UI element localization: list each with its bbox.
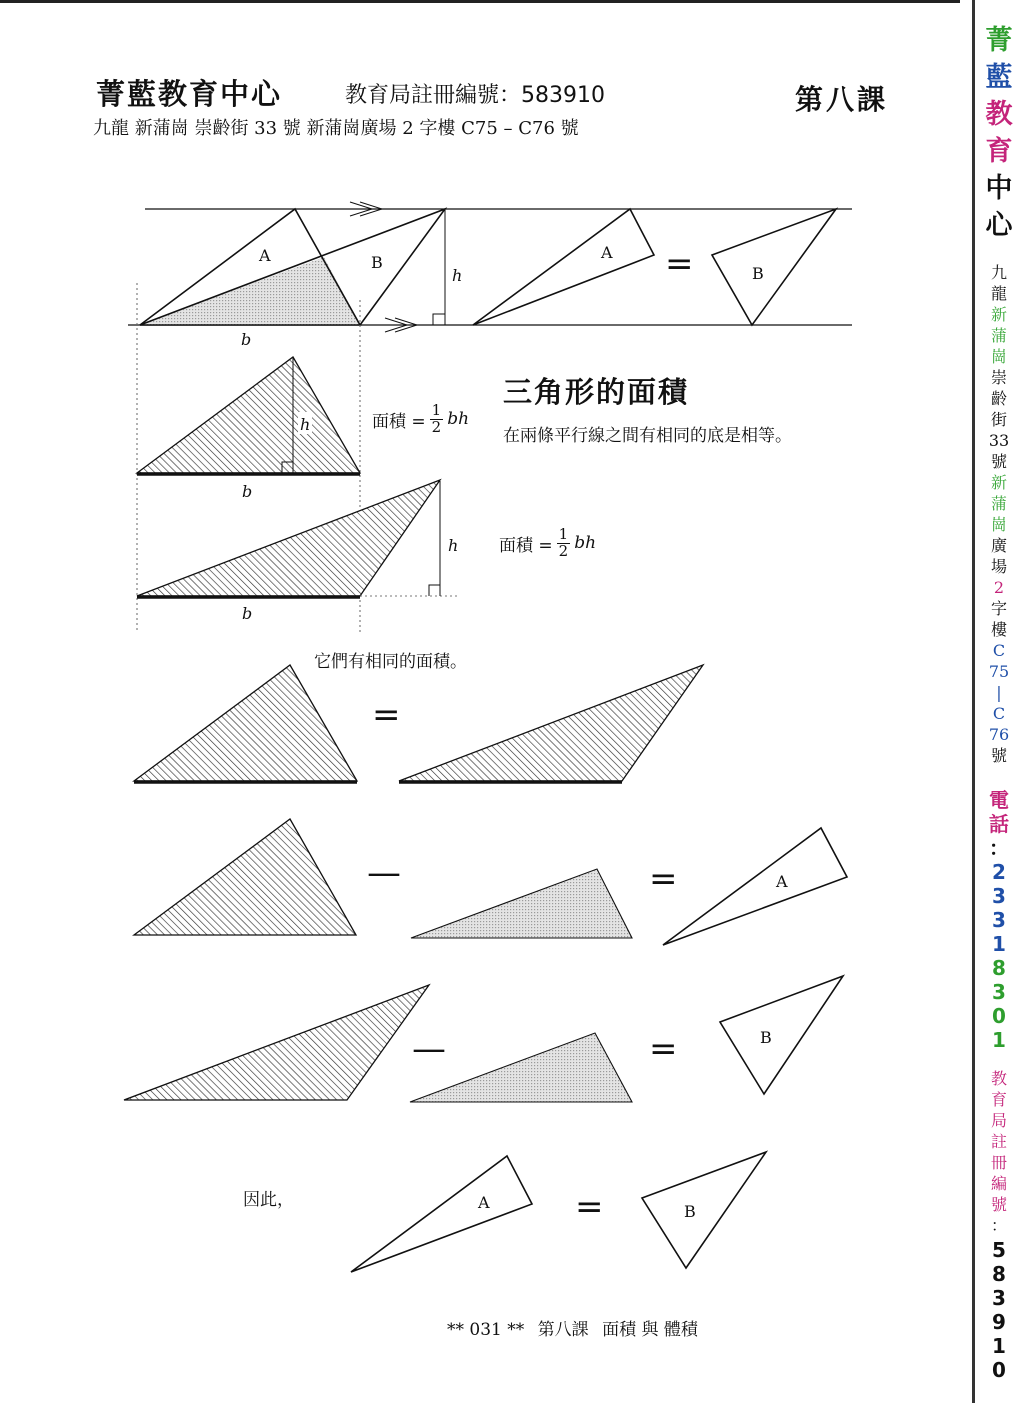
registration-label: 教育局註冊編號：583910 <box>345 83 605 108</box>
lesson-title: 第八課 <box>795 83 889 116</box>
section-heading: 三角形的面積 <box>503 375 690 409</box>
side-banner-char: 蒲 <box>990 494 1007 513</box>
right-angle-mark-top <box>433 314 445 325</box>
side-banner-char: ： <box>990 1216 1007 1235</box>
side-banner-char: | <box>996 683 1002 702</box>
triangle-B-detached <box>712 209 836 325</box>
side-banner-char: 號 <box>990 746 1007 765</box>
side-banner-char: 龍 <box>990 284 1007 303</box>
equals-sign-final: = <box>575 1187 604 1227</box>
equals-sign-top: = <box>665 244 694 284</box>
label-b-2: b <box>242 604 253 623</box>
side-banner-char: 1 <box>992 932 1006 956</box>
side-banner-char: 2 <box>993 578 1005 597</box>
side-banner-char: 75 <box>988 662 1010 681</box>
side-banner-char: 8 <box>992 956 1006 980</box>
side-banner-char: 新 <box>990 473 1007 492</box>
side-banner-char: 0 <box>992 1358 1006 1382</box>
side-banner-char: 編 <box>990 1174 1007 1193</box>
side-banner-reg-label <box>975 1068 1020 1236</box>
side-banner-char: 冊 <box>990 1153 1007 1172</box>
page-number: ** 031 ** <box>447 1320 525 1340</box>
side-banner-char: 3 <box>992 1286 1006 1310</box>
side-banner-char: 崇 <box>990 368 1007 387</box>
side-banner-char: 心 <box>985 210 1013 241</box>
footer-topic: 面積 與 體積 <box>602 1320 698 1340</box>
side-banner-char: 3 <box>992 884 1006 908</box>
side-banner-name <box>975 22 1020 244</box>
page-footer <box>447 1315 706 1340</box>
formula-prefix: 面積 = <box>372 411 426 432</box>
address: 九龍 新蒲崗 崇齡街 33 號 新蒲崗廣場 2 字樓 C75 – C76 號 <box>93 118 579 139</box>
label-b-1: b <box>242 482 253 501</box>
side-banner-char: 中 <box>985 173 1013 204</box>
minus-sign-B: — <box>412 1029 446 1069</box>
side-banner-char: 菁 <box>985 25 1013 56</box>
side-banner-char: 崗 <box>990 347 1007 366</box>
label-B-final: B <box>684 1202 696 1221</box>
footer-lesson: 第八課 <box>537 1320 589 1340</box>
side-banner-char: 2 <box>992 860 1006 884</box>
label-B-row: B <box>760 1028 772 1047</box>
label-A-top: A <box>259 246 271 265</box>
equation-row-A <box>134 819 847 945</box>
area-formula-2 <box>499 527 596 560</box>
triangle-figure-1 <box>137 357 360 501</box>
side-banner-char: 藍 <box>985 62 1013 93</box>
side-banner-char: 8 <box>992 1262 1006 1286</box>
label-A-final: A <box>478 1193 490 1212</box>
side-banner-char: 9 <box>992 1310 1006 1334</box>
side-banner-char: 5 <box>992 1238 1006 1262</box>
side-banner-char: 註 <box>990 1132 1007 1151</box>
side-banner-char: 號 <box>990 452 1007 471</box>
side-banner-char: 育 <box>990 1090 1007 1109</box>
side-banner-char: 育 <box>985 136 1013 167</box>
side-banner-char: 電 <box>989 788 1009 812</box>
side-banner-char: 場 <box>990 557 1007 576</box>
side-banner-char: 字 <box>990 599 1007 618</box>
side-banner-char: C <box>992 641 1006 660</box>
triangle-A-detached <box>473 209 654 325</box>
area-formula-1 <box>372 403 469 436</box>
side-banner-char: 3 <box>992 908 1006 932</box>
side-banner-char: 教 <box>985 99 1013 130</box>
equals-sign-B: = <box>649 1029 678 1069</box>
side-banner-char: 號 <box>990 1195 1007 1214</box>
side-banner-char: 九 <box>990 263 1007 282</box>
side-banner-char: 0 <box>992 1004 1006 1028</box>
side-banner-char: 76 <box>988 725 1010 744</box>
side-banner <box>972 0 1020 1403</box>
center-name: 菁藍教育中心 <box>96 77 283 111</box>
side-banner-char: 新 <box>990 305 1007 324</box>
side-banner-char: C <box>992 704 1006 723</box>
label-B-detached: B <box>752 264 764 283</box>
side-banner-reg-number <box>975 1238 1020 1382</box>
same-area-comparison <box>134 665 703 782</box>
side-banner-char: 1 <box>992 1028 1006 1052</box>
side-banner-char: 齡 <box>990 389 1007 408</box>
fraction-half: $\frac{1}{2}$ <box>558 525 569 560</box>
side-banner-char: 話 <box>989 812 1009 836</box>
fraction-half: $\frac{1}{2}$ <box>431 401 442 436</box>
formula-bh: bh <box>447 409 470 430</box>
side-banner-char: 教 <box>990 1069 1007 1088</box>
equals-sign-A: = <box>649 859 678 899</box>
side-banner-address <box>975 262 1020 766</box>
same-area-text: 它們有相同的面積。 <box>314 652 467 672</box>
formula-bh: bh <box>574 533 597 554</box>
side-banner-char: 街 <box>990 410 1007 429</box>
label-h-top: h <box>452 266 463 285</box>
side-banner-char: ： <box>989 836 1009 860</box>
side-banner-char: 樓 <box>990 620 1007 639</box>
label-A-detached: A <box>601 243 613 262</box>
label-B-top: B <box>371 253 383 272</box>
side-banner-char: 廣 <box>990 536 1007 555</box>
side-banner-char: 3 <box>992 980 1006 1004</box>
equation-row-B <box>124 976 843 1102</box>
therefore-text: 因此， <box>243 1190 294 1210</box>
side-banner-char: 局 <box>990 1111 1007 1130</box>
section-description: 在兩條平行線之間有相同的底是相等。 <box>503 426 792 446</box>
triangle-figure-2 <box>137 480 458 623</box>
side-banner-char: 崗 <box>990 515 1007 534</box>
label-b-top: b <box>241 330 252 349</box>
label-h-2: h <box>448 536 459 555</box>
side-banner-char: 蒲 <box>990 326 1007 345</box>
formula-prefix: 面積 = <box>499 535 553 556</box>
side-banner-char: 33 <box>988 431 1010 450</box>
label-h-1: h <box>300 415 311 434</box>
side-banner-phone <box>975 788 1020 1052</box>
conclusion-figure <box>351 1152 766 1272</box>
minus-sign-A: — <box>367 853 401 893</box>
label-A-row: A <box>776 872 788 891</box>
side-banner-char: 1 <box>992 1334 1006 1358</box>
equals-sign-compare: = <box>372 695 401 735</box>
